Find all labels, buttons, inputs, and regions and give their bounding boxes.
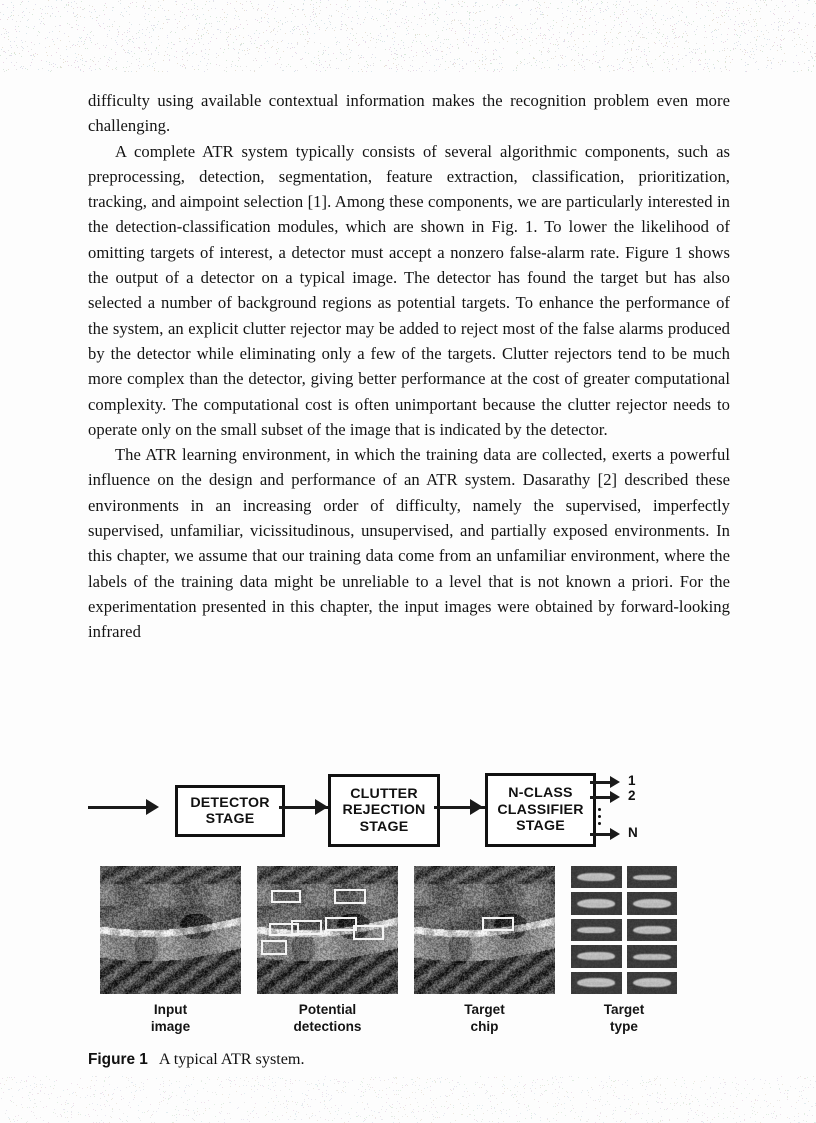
target-type-chip xyxy=(627,945,678,967)
target-type-chip xyxy=(571,892,622,914)
paragraph-3: The ATR learning environment, in which the training data are collected, exerts a powerful influence on the design and performance of an ATR system. Dasarathy [2] described these environments in an increasing order of difficulty, namely the supervised, imperfectly supervised, unfamiliar, vicissitudinous, unsupervised, and partially exposed environments. In this chapter, we assume that our training data come from an unfamiliar environment, where the labels of the training data might be unreliable to a level that is not known a priori. For the experimentation presented in this chapter, the input images were obtained by forward-looking infrared xyxy=(88,445,730,642)
figure-caption-text: A typical ATR system. xyxy=(158,1050,305,1068)
diagram-output-label-2: 2 xyxy=(628,788,636,803)
caption-target-type-line-2: type xyxy=(610,1018,638,1034)
target-type-chip xyxy=(571,919,622,941)
caption-target-chip-line-1: Target xyxy=(464,1002,505,1017)
detection-box xyxy=(271,890,301,903)
diagram-box-clutter-rejection-stage-line-3: STAGE xyxy=(359,818,409,835)
paragraph-1: difficulty using available contextual information makes the recognition problem even more challenging. xyxy=(88,91,730,136)
diagram-box-detector-stage-line-1: DETECTOR xyxy=(190,794,270,811)
target-type-chip xyxy=(627,892,678,914)
diagram-box-detector-stage xyxy=(175,785,285,837)
diagram-output-ellipsis-icon xyxy=(598,808,601,825)
detection-box xyxy=(261,940,287,955)
chip-grain xyxy=(627,945,678,967)
diagram-output-arrow-n xyxy=(610,828,620,840)
chip-grain xyxy=(571,972,622,994)
figure-caption xyxy=(88,1049,730,1070)
chip-grain xyxy=(571,892,622,914)
figure-panel-captions xyxy=(88,1002,730,1042)
target-type-chip xyxy=(571,945,622,967)
diagram-output-label-n: N xyxy=(628,825,638,840)
detection-box xyxy=(353,925,384,940)
diagram-arrow-into-detector xyxy=(146,799,159,815)
target-type-chip xyxy=(571,972,622,994)
panel-target-type-grid xyxy=(571,866,677,994)
figure-image-panels xyxy=(88,866,730,994)
caption-potential-detections-line-1: Potential xyxy=(298,1002,357,1017)
paragraph-2: A complete ATR system typically consists of several algorithmic components, such as preprocessing, detection, segmentation, feature extraction, classification, prioritization, tracking, and aimpoint selection [1]. Among these components, we are particularly interested in the detection-classification modules, which are shown in Fig. 1. To lower the likelihood of omitting targets of interest, a detector must accept a nonzero false-alarm rate. Figure 1 shows the output of a detector on a typical image. The detector has found the target but has also selected a number of background regions as potential targets. To enhance the performance of the system, an explicit clutter rejector may be added to reject most of the false alarms produced by the detector while eliminating only a few of the targets. Clutter rejectors tend to be much more complex than the detector, giving better performance at the cost of greater computational complexity. The computational cost is often unimportant because the clutter rejector needs to operate only on the small subset of the image that is indicated by the detector. xyxy=(88,141,730,439)
caption-potential-detections xyxy=(257,1002,398,1035)
detection-box xyxy=(334,889,366,904)
figure-1 xyxy=(88,760,730,1042)
diagram-box-n-class-classifier-stage-line-2: CLASSIFIER xyxy=(497,801,584,818)
target-type-chip xyxy=(627,919,678,941)
diagram-box-n-class-classifier-stage-line-3: STAGE xyxy=(516,818,565,835)
caption-target-type-line-1: Target xyxy=(603,1002,645,1017)
caption-input-image-line-1: Input xyxy=(153,1002,188,1017)
target-type-chip xyxy=(571,866,622,888)
figure-caption-number: Figure 1 xyxy=(88,1051,148,1068)
caption-target-type xyxy=(571,1002,677,1035)
chip-grain xyxy=(627,866,678,888)
chip-grain xyxy=(571,919,622,941)
panel-grain-input xyxy=(100,866,241,994)
diagram-box-clutter-rejection-stage-line-2: REJECTION xyxy=(342,802,426,819)
scan-noise-band-top xyxy=(0,0,816,72)
scan-noise-band-bottom xyxy=(0,1076,816,1123)
diagram-box-clutter-rejection-stage-line-1: CLUTTER xyxy=(350,785,418,802)
body-text-column xyxy=(88,88,730,645)
diagram-output-label-1: 1 xyxy=(628,773,636,788)
diagram-arrow-into-clutter-rejection xyxy=(315,799,328,815)
diagram-box-n-class-classifier-stage xyxy=(485,773,596,847)
detection-box xyxy=(291,920,322,935)
chip-grain xyxy=(571,945,622,967)
target-chip-box xyxy=(482,917,514,931)
target-type-chip xyxy=(627,866,678,888)
caption-input-image xyxy=(100,1002,241,1035)
caption-target-chip xyxy=(414,1002,555,1035)
atr-block-diagram xyxy=(88,760,730,852)
caption-potential-detections-line-2: detections xyxy=(293,1018,362,1034)
diagram-input-line xyxy=(88,806,148,809)
panel-input-image xyxy=(100,866,241,994)
chip-grain xyxy=(627,972,678,994)
caption-target-chip-line-2: chip xyxy=(470,1018,499,1034)
diagram-line-clutter-to-classifier xyxy=(434,806,492,809)
panel-potential-detections xyxy=(257,866,398,994)
panel-target-chip xyxy=(414,866,555,994)
diagram-output-arrow-1 xyxy=(610,776,620,788)
chip-grain xyxy=(627,892,678,914)
chip-grain xyxy=(627,919,678,941)
target-type-chip xyxy=(627,972,678,994)
diagram-output-arrow-2 xyxy=(610,791,620,803)
diagram-box-n-class-classifier-stage-line-1: N-CLASS xyxy=(508,785,573,802)
caption-input-image-line-2: image xyxy=(150,1018,191,1034)
diagram-arrow-into-classifier xyxy=(470,799,483,815)
diagram-box-clutter-rejection-stage xyxy=(328,774,440,847)
chip-grain xyxy=(571,866,622,888)
diagram-box-detector-stage-line-2: STAGE xyxy=(205,811,255,827)
